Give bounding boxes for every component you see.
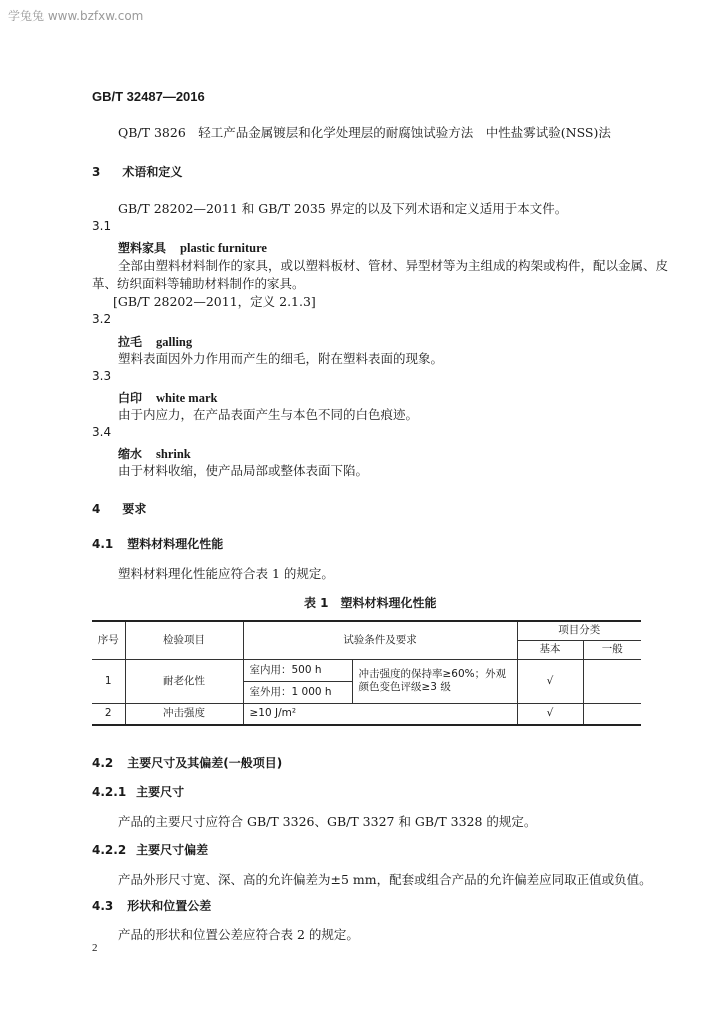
term-note: [GB/T 28202—2011，定义 2.1.3] xyxy=(113,294,316,309)
section-number: 4.2 xyxy=(92,756,114,770)
term-number: 3.3 xyxy=(92,369,112,383)
section-title: 塑料材料理化性能 xyxy=(127,537,224,551)
section-4-2-1-heading xyxy=(92,783,184,800)
term-title xyxy=(118,331,192,350)
table-cell: 室外用：1 000 h xyxy=(243,681,352,703)
section-4-2-2-text: 产品外形尺寸宽、深、高的允许偏差为±5 mm，配套或组合产品的允许偏差应同取正值或负值。 xyxy=(118,872,652,887)
table-cell: 耐老化性 xyxy=(125,659,243,703)
section-number: 4.3 xyxy=(92,899,114,913)
section-4-2-heading xyxy=(92,754,282,771)
term-number: 3.1 xyxy=(92,219,112,233)
term-cn: 白印 xyxy=(118,391,143,405)
term-definition: 塑料表面因外力作用而产生的细毛，附在塑料表面的现象。 xyxy=(118,351,444,366)
section-title: 要求 xyxy=(122,502,147,516)
requirement-line: 颜色变色评级≥3 级 xyxy=(358,681,451,693)
section-title: 主要尺寸及其偏差(一般项目) xyxy=(127,756,283,770)
header-cell: 一般 xyxy=(583,640,641,659)
term-cn: 拉毛 xyxy=(118,335,143,349)
header-cell: 项目分类 xyxy=(517,621,641,640)
table-cell: 1 xyxy=(92,659,125,703)
table-cell xyxy=(583,659,641,703)
section-4-3-heading xyxy=(92,897,211,914)
term-title xyxy=(118,237,267,256)
term-en: plastic furniture xyxy=(180,241,267,255)
section-title: 术语和定义 xyxy=(122,165,183,179)
term-definition: 由于内应力，在产品表面产生与本色不同的白色痕迹。 xyxy=(118,407,419,422)
table-cell: √ xyxy=(517,659,583,703)
term-en: shrink xyxy=(156,447,191,461)
section-4-3-text: 产品的形状和位置公差应符合表 2 的规定。 xyxy=(118,927,359,942)
section-number: 3 xyxy=(92,165,101,179)
table-cell: 2 xyxy=(92,703,125,725)
section-3-heading xyxy=(92,163,182,180)
header-cell: 基本 xyxy=(517,640,583,659)
term-definition: 全部由塑料材料制作的家具，或以塑料板材、管材、异型材等为主组成的构架或构件，配以金属、皮 xyxy=(118,258,669,273)
term-number: 3.4 xyxy=(92,425,112,439)
term-en: white mark xyxy=(156,391,218,405)
section-title: 形状和位置公差 xyxy=(127,899,212,913)
section-4-2-2-heading xyxy=(92,841,208,858)
section-4-1-text: 塑料材料理化性能应符合表 1 的规定。 xyxy=(118,566,334,581)
table-cell xyxy=(352,659,517,703)
section-number: 4.1 xyxy=(92,537,114,551)
term-number: 3.2 xyxy=(92,312,112,326)
term-title xyxy=(118,387,217,406)
header-cell: 序号 xyxy=(92,621,125,659)
table-cell xyxy=(583,703,641,725)
term-cn: 缩水 xyxy=(118,447,143,461)
requirement-line: 冲击强度的保持率≥60%；外观 xyxy=(358,668,507,680)
properties-table xyxy=(92,620,641,726)
section-3-intro: GB/T 28202—2011 和 GB/T 2035 界定的以及下列术语和定义适用于本文件。 xyxy=(118,201,568,216)
section-title: 主要尺寸偏差 xyxy=(136,843,209,857)
section-number: 4 xyxy=(92,502,101,516)
section-number: 4.2.1 xyxy=(92,785,127,799)
watermark: 学兔兔 www.bzfxw.com xyxy=(8,9,144,23)
term-definition: 由于材料收缩，使产品局部或整体表面下陷。 xyxy=(118,463,369,478)
table-cell: 冲击强度 xyxy=(125,703,243,725)
section-4-heading xyxy=(92,500,146,517)
section-title: 主要尺寸 xyxy=(136,785,185,799)
page-number: 2 xyxy=(92,942,98,954)
term-cn: 塑料家具 xyxy=(118,241,167,255)
section-4-2-1-text: 产品的主要尺寸应符合 GB/T 3326、GB/T 3327 和 GB/T 3328 的规定。 xyxy=(118,814,537,829)
table-caption: 表 1 塑料材料理化性能 xyxy=(304,596,437,610)
header-cell: 试验条件及要求 xyxy=(243,621,517,659)
section-number: 4.2.2 xyxy=(92,843,127,857)
header-cell: 检验项目 xyxy=(125,621,243,659)
reference-line: QB/T 3826 轻工产品金属镀层和化学处理层的耐腐蚀试验方法 中性盐雾试验(NSS)法 xyxy=(118,125,611,140)
term-definition-cont: 革、纺织面料等辅助材料制作的家具。 xyxy=(92,276,305,291)
table-cell: ≥10 J/m² xyxy=(243,703,517,725)
table-cell: 室内用：500 h xyxy=(243,659,352,681)
section-4-1-heading xyxy=(92,535,223,552)
standard-header: GB/T 32487—2016 xyxy=(92,89,205,104)
term-en: galling xyxy=(156,335,193,349)
term-title xyxy=(118,443,191,462)
table-cell: √ xyxy=(517,703,583,725)
